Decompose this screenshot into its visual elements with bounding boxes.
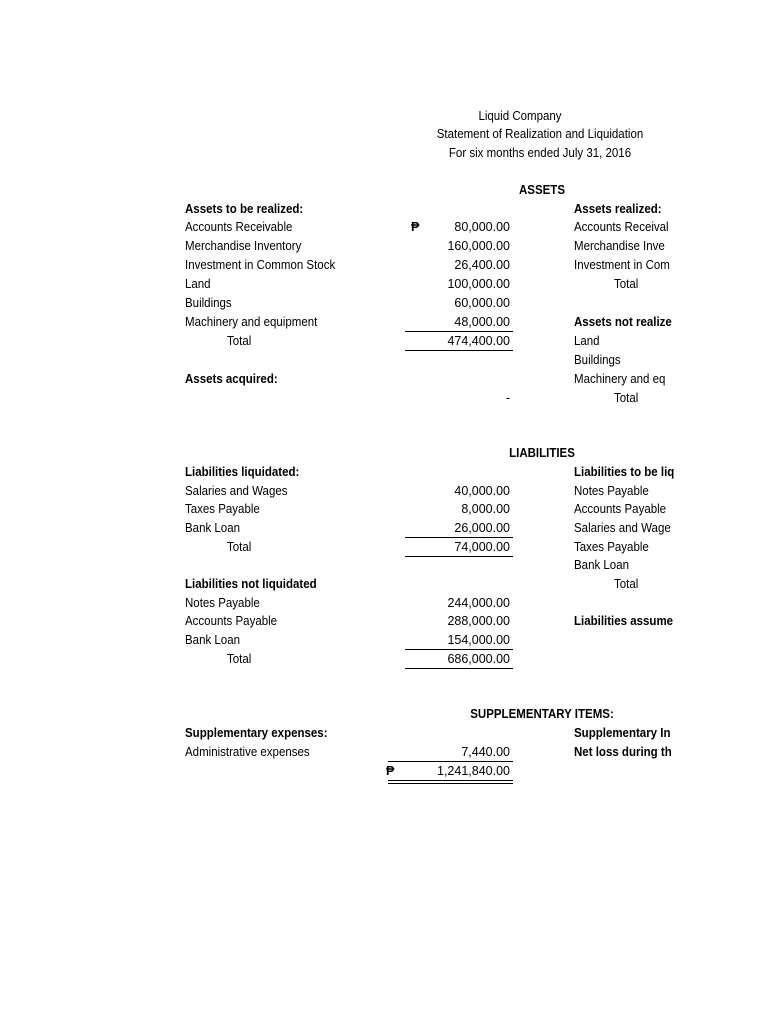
realized-item: Investment in Com bbox=[574, 258, 670, 272]
supplementary-heading: SUPPLEMENTARY ITEMS: bbox=[470, 707, 614, 721]
not-realized-item: Machinery and eq bbox=[574, 372, 666, 386]
assets-heading: ASSETS bbox=[518, 183, 565, 197]
assets-not-realized-label: Assets not realize bbox=[574, 315, 672, 329]
statement-title: Statement of Realization and Liquidation bbox=[436, 127, 644, 141]
assets-acquired-amount: - bbox=[505, 391, 510, 405]
liabilities-not-liquidated-label: Liabilities not liquidated bbox=[185, 577, 317, 591]
assets-total-amount: 474,400.00 bbox=[447, 334, 510, 348]
subtotal-rule bbox=[388, 761, 513, 762]
to-be-liquidated-total-label: Total bbox=[614, 577, 639, 591]
total-rule bbox=[405, 350, 513, 351]
asset-amount-machinery: 48,000.00 bbox=[454, 315, 510, 329]
asset-label-buildings: Buildings bbox=[185, 296, 232, 310]
asset-label-accounts-receivable: Accounts Receivable bbox=[185, 220, 293, 234]
asset-label-land: Land bbox=[185, 277, 211, 291]
total-rule bbox=[405, 668, 513, 669]
supplementary-expenses-label: Supplementary expenses: bbox=[185, 726, 328, 740]
total-rule bbox=[405, 556, 513, 557]
assets-to-be-realized-label: Assets to be realized: bbox=[185, 202, 304, 216]
company-name: Liquid Company bbox=[478, 109, 562, 123]
nl-amount-notes-payable: 244,000.00 bbox=[447, 596, 510, 610]
liabilities-to-be-liquidated-label: Liabilities to be liq bbox=[574, 465, 674, 479]
liquidated-total-amount: 74,000.00 bbox=[454, 540, 510, 554]
supplementary-income-label: Supplementary In bbox=[574, 726, 671, 740]
double-rule-top bbox=[388, 780, 513, 781]
subtotal-rule bbox=[405, 537, 513, 538]
asset-amount-buildings: 60,000.00 bbox=[454, 296, 510, 310]
not-liquidated-total-amount: 686,000.00 bbox=[447, 652, 510, 666]
assets-realized-label: Assets realized: bbox=[574, 202, 662, 216]
asset-amount-investment: 26,400.00 bbox=[454, 258, 510, 272]
liability-label-bank-loan: Bank Loan bbox=[185, 521, 240, 535]
nl-label-notes-payable: Notes Payable bbox=[185, 596, 260, 610]
asset-amount-accounts-receivable: 80,000.00 bbox=[454, 220, 510, 234]
supp-label-admin-expenses: Administrative expenses bbox=[185, 745, 310, 759]
asset-label-machinery: Machinery and equipment bbox=[185, 315, 318, 329]
liabilities-liquidated-label: Liabilities liquidated: bbox=[185, 465, 300, 479]
realized-total-label: Total bbox=[614, 277, 639, 291]
nl-amount-bank-loan: 154,000.00 bbox=[447, 633, 510, 647]
assets-total-label: Total bbox=[227, 334, 252, 348]
liability-label-taxes: Taxes Payable bbox=[185, 502, 260, 516]
supp-amount-admin-expenses: 7,440.00 bbox=[461, 745, 510, 759]
liquidated-total-label: Total bbox=[227, 540, 252, 554]
not-realized-item: Land bbox=[574, 334, 600, 348]
realized-item: Merchandise Inve bbox=[574, 239, 665, 253]
not-realized-item: Buildings bbox=[574, 353, 621, 367]
liability-amount-taxes: 8,000.00 bbox=[461, 502, 510, 516]
to-be-liquidated-item: Taxes Payable bbox=[574, 540, 649, 554]
not-realized-total-label: Total bbox=[614, 391, 639, 405]
liability-label-salaries: Salaries and Wages bbox=[185, 484, 288, 498]
not-liquidated-total-label: Total bbox=[227, 652, 252, 666]
to-be-liquidated-item: Notes Payable bbox=[574, 484, 649, 498]
asset-amount-merchandise-inventory: 160,000.00 bbox=[447, 239, 510, 253]
liabilities-assumed-label: Liabilities assume bbox=[574, 614, 674, 628]
asset-label-merchandise-inventory: Merchandise Inventory bbox=[185, 239, 302, 253]
peso-sign: ₱ bbox=[411, 220, 420, 234]
grand-total-amount: 1,241,840.00 bbox=[437, 764, 510, 778]
realized-item: Accounts Receival bbox=[574, 220, 669, 234]
net-loss-label: Net loss during th bbox=[574, 745, 672, 759]
assets-acquired-label: Assets acquired: bbox=[185, 372, 278, 386]
asset-label-investment: Investment in Common Stock bbox=[185, 258, 336, 272]
double-rule-bottom bbox=[388, 783, 513, 784]
subtotal-rule bbox=[405, 649, 513, 650]
to-be-liquidated-item: Accounts Payable bbox=[574, 502, 667, 516]
statement-period: For six months ended July 31, 2016 bbox=[448, 146, 632, 160]
peso-sign: ₱ bbox=[386, 764, 395, 778]
to-be-liquidated-item: Salaries and Wage bbox=[574, 521, 671, 535]
nl-amount-accounts-payable: 288,000.00 bbox=[447, 614, 510, 628]
nl-label-bank-loan: Bank Loan bbox=[185, 633, 240, 647]
asset-amount-land: 100,000.00 bbox=[447, 277, 510, 291]
nl-label-accounts-payable: Accounts Payable bbox=[185, 614, 278, 628]
liability-amount-salaries: 40,000.00 bbox=[454, 484, 510, 498]
liability-amount-bank-loan: 26,000.00 bbox=[454, 521, 510, 535]
to-be-liquidated-item: Bank Loan bbox=[574, 558, 629, 572]
subtotal-rule bbox=[405, 331, 513, 332]
liabilities-heading: LIABILITIES bbox=[509, 446, 575, 460]
